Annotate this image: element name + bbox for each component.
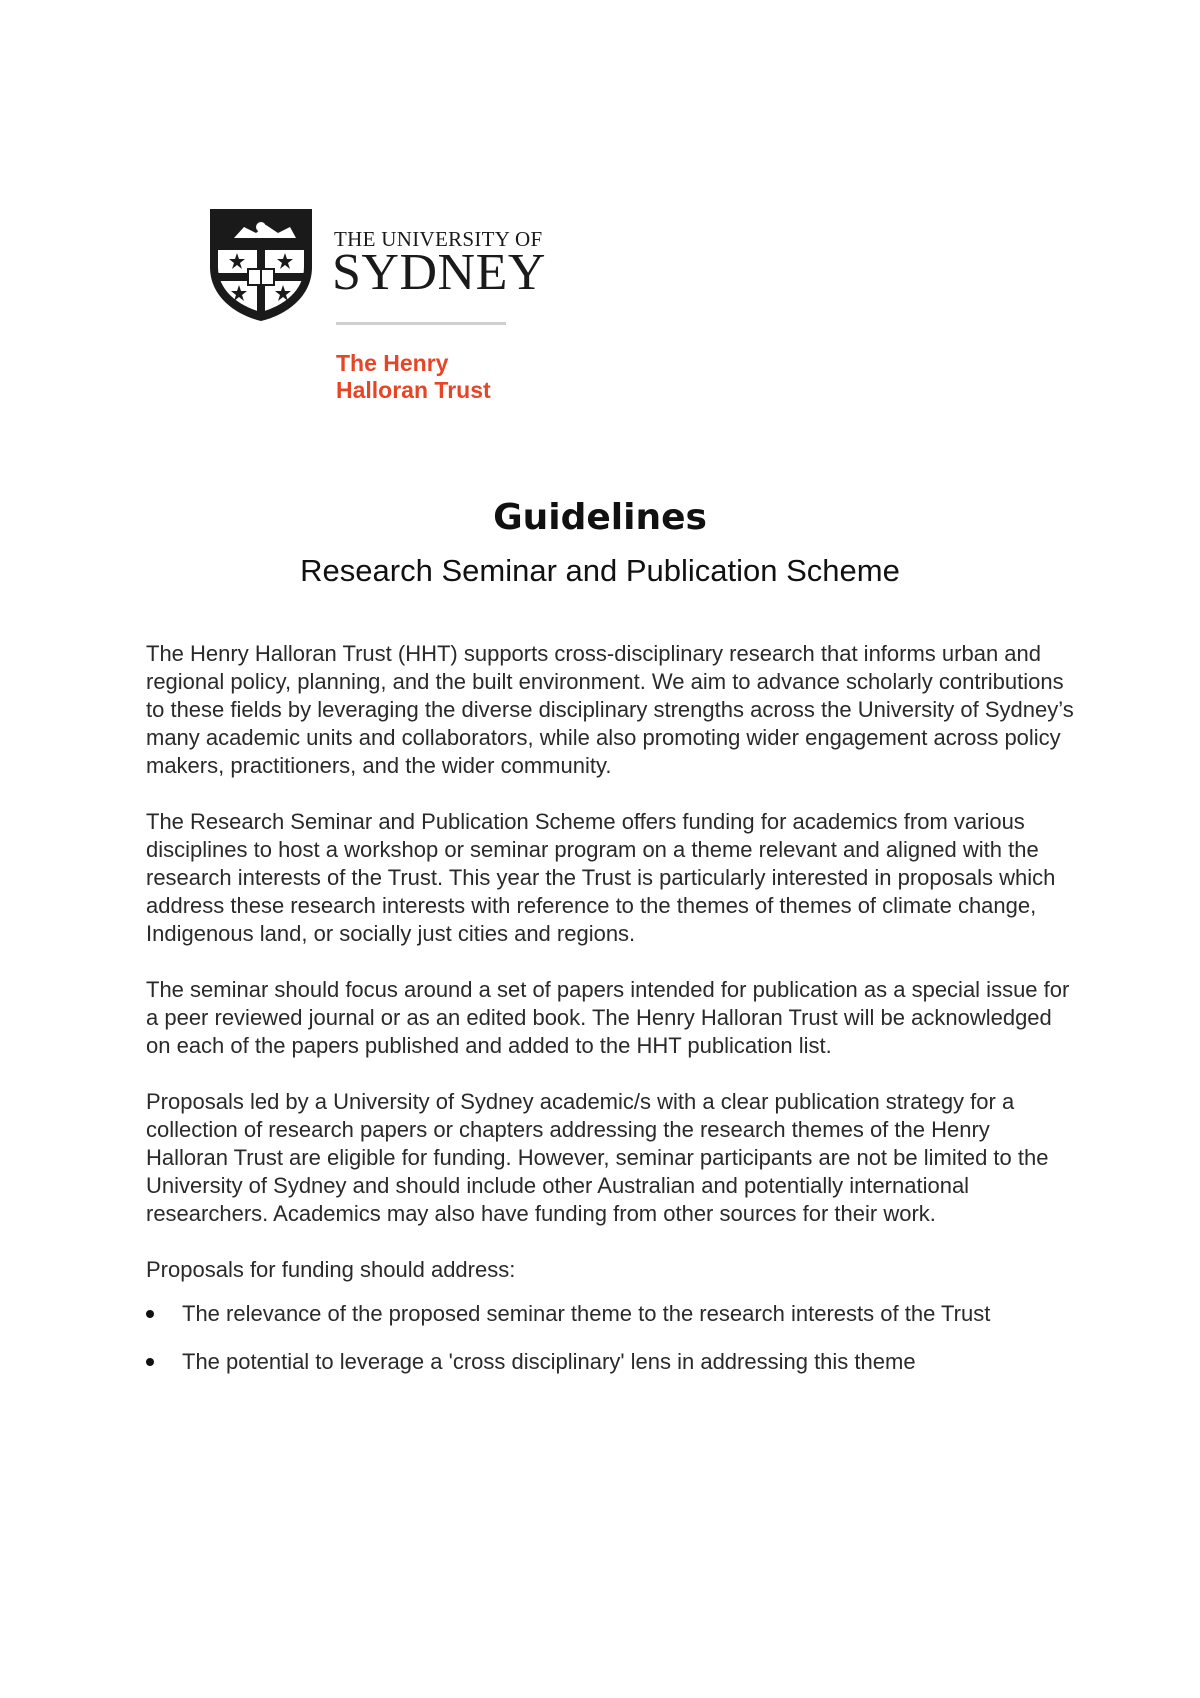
list-item-text: The relevance of the proposed seminar theme to the research interests of the Trust [182,1301,991,1326]
document-body [146,640,1076,1396]
paragraph-scheme: The Research Seminar and Publication Scheme offers funding for academics from various disciplines to host a workshop or seminar program on a theme relevant and aligned with the research interests of the Trust. This year the Trust is particularly interested in proposals which address these research interests with reference to the themes of themes of climate change, Indigenous land, or socially just cities and regions. [146,809,1056,946]
paragraph-eligibility: Proposals led by a University of Sydney academic/s with a clear publication strategy for a collection of research papers or chapters addressing the research themes of the Henry Halloran Trust are eligible for funding. However, seminar participants are not be limited to the University of Sydney and should include other Australian and potentially international researchers. Academics may also have funding from other sources for their work. [146,1089,1049,1226]
list-item-text: The potential to leverage a 'cross disciplinary' lens in addressing this theme [182,1349,916,1374]
logo-divider [336,322,506,325]
paragraph-intro: The Henry Halloran Trust (HHT) supports cross-disciplinary research that informs urban and regional policy, planning, and the built environment. We aim to advance scholarly contributions to these fields by leveraging the diverse disciplinary strengths across the University of Sydney’s many academic units and collaborators, while also promoting wider engagement across policy makers, practitioners, and the wider community. [146,641,1074,778]
list-item [146,1348,1076,1376]
trust-name-line2: Halloran Trust [336,377,491,403]
list-intro: Proposals for funding should address: [146,1257,516,1282]
university-crest-icon [206,205,316,323]
document-title: Guidelines [493,497,707,538]
university-logo [206,205,546,415]
bullet-icon [146,1358,154,1366]
proposal-criteria-list [146,1300,1076,1376]
university-name-line2: SYDNEY [332,244,546,301]
paragraph-seminar: The seminar should focus around a set of papers intended for publication as a special issue for a peer reviewed journal or as an edited book. The Henry Halloran Trust will be acknowledged on each of the papers published and added to the HHT publication list. [146,977,1070,1058]
document-subtitle: Research Seminar and Publication Scheme [300,553,900,588]
bullet-icon [146,1310,154,1318]
list-item [146,1300,1076,1328]
university-name-line1: THE UNIVERSITY OF [334,227,543,251]
trust-name-line1: The Henry [336,350,449,376]
trust-name [336,350,491,404]
